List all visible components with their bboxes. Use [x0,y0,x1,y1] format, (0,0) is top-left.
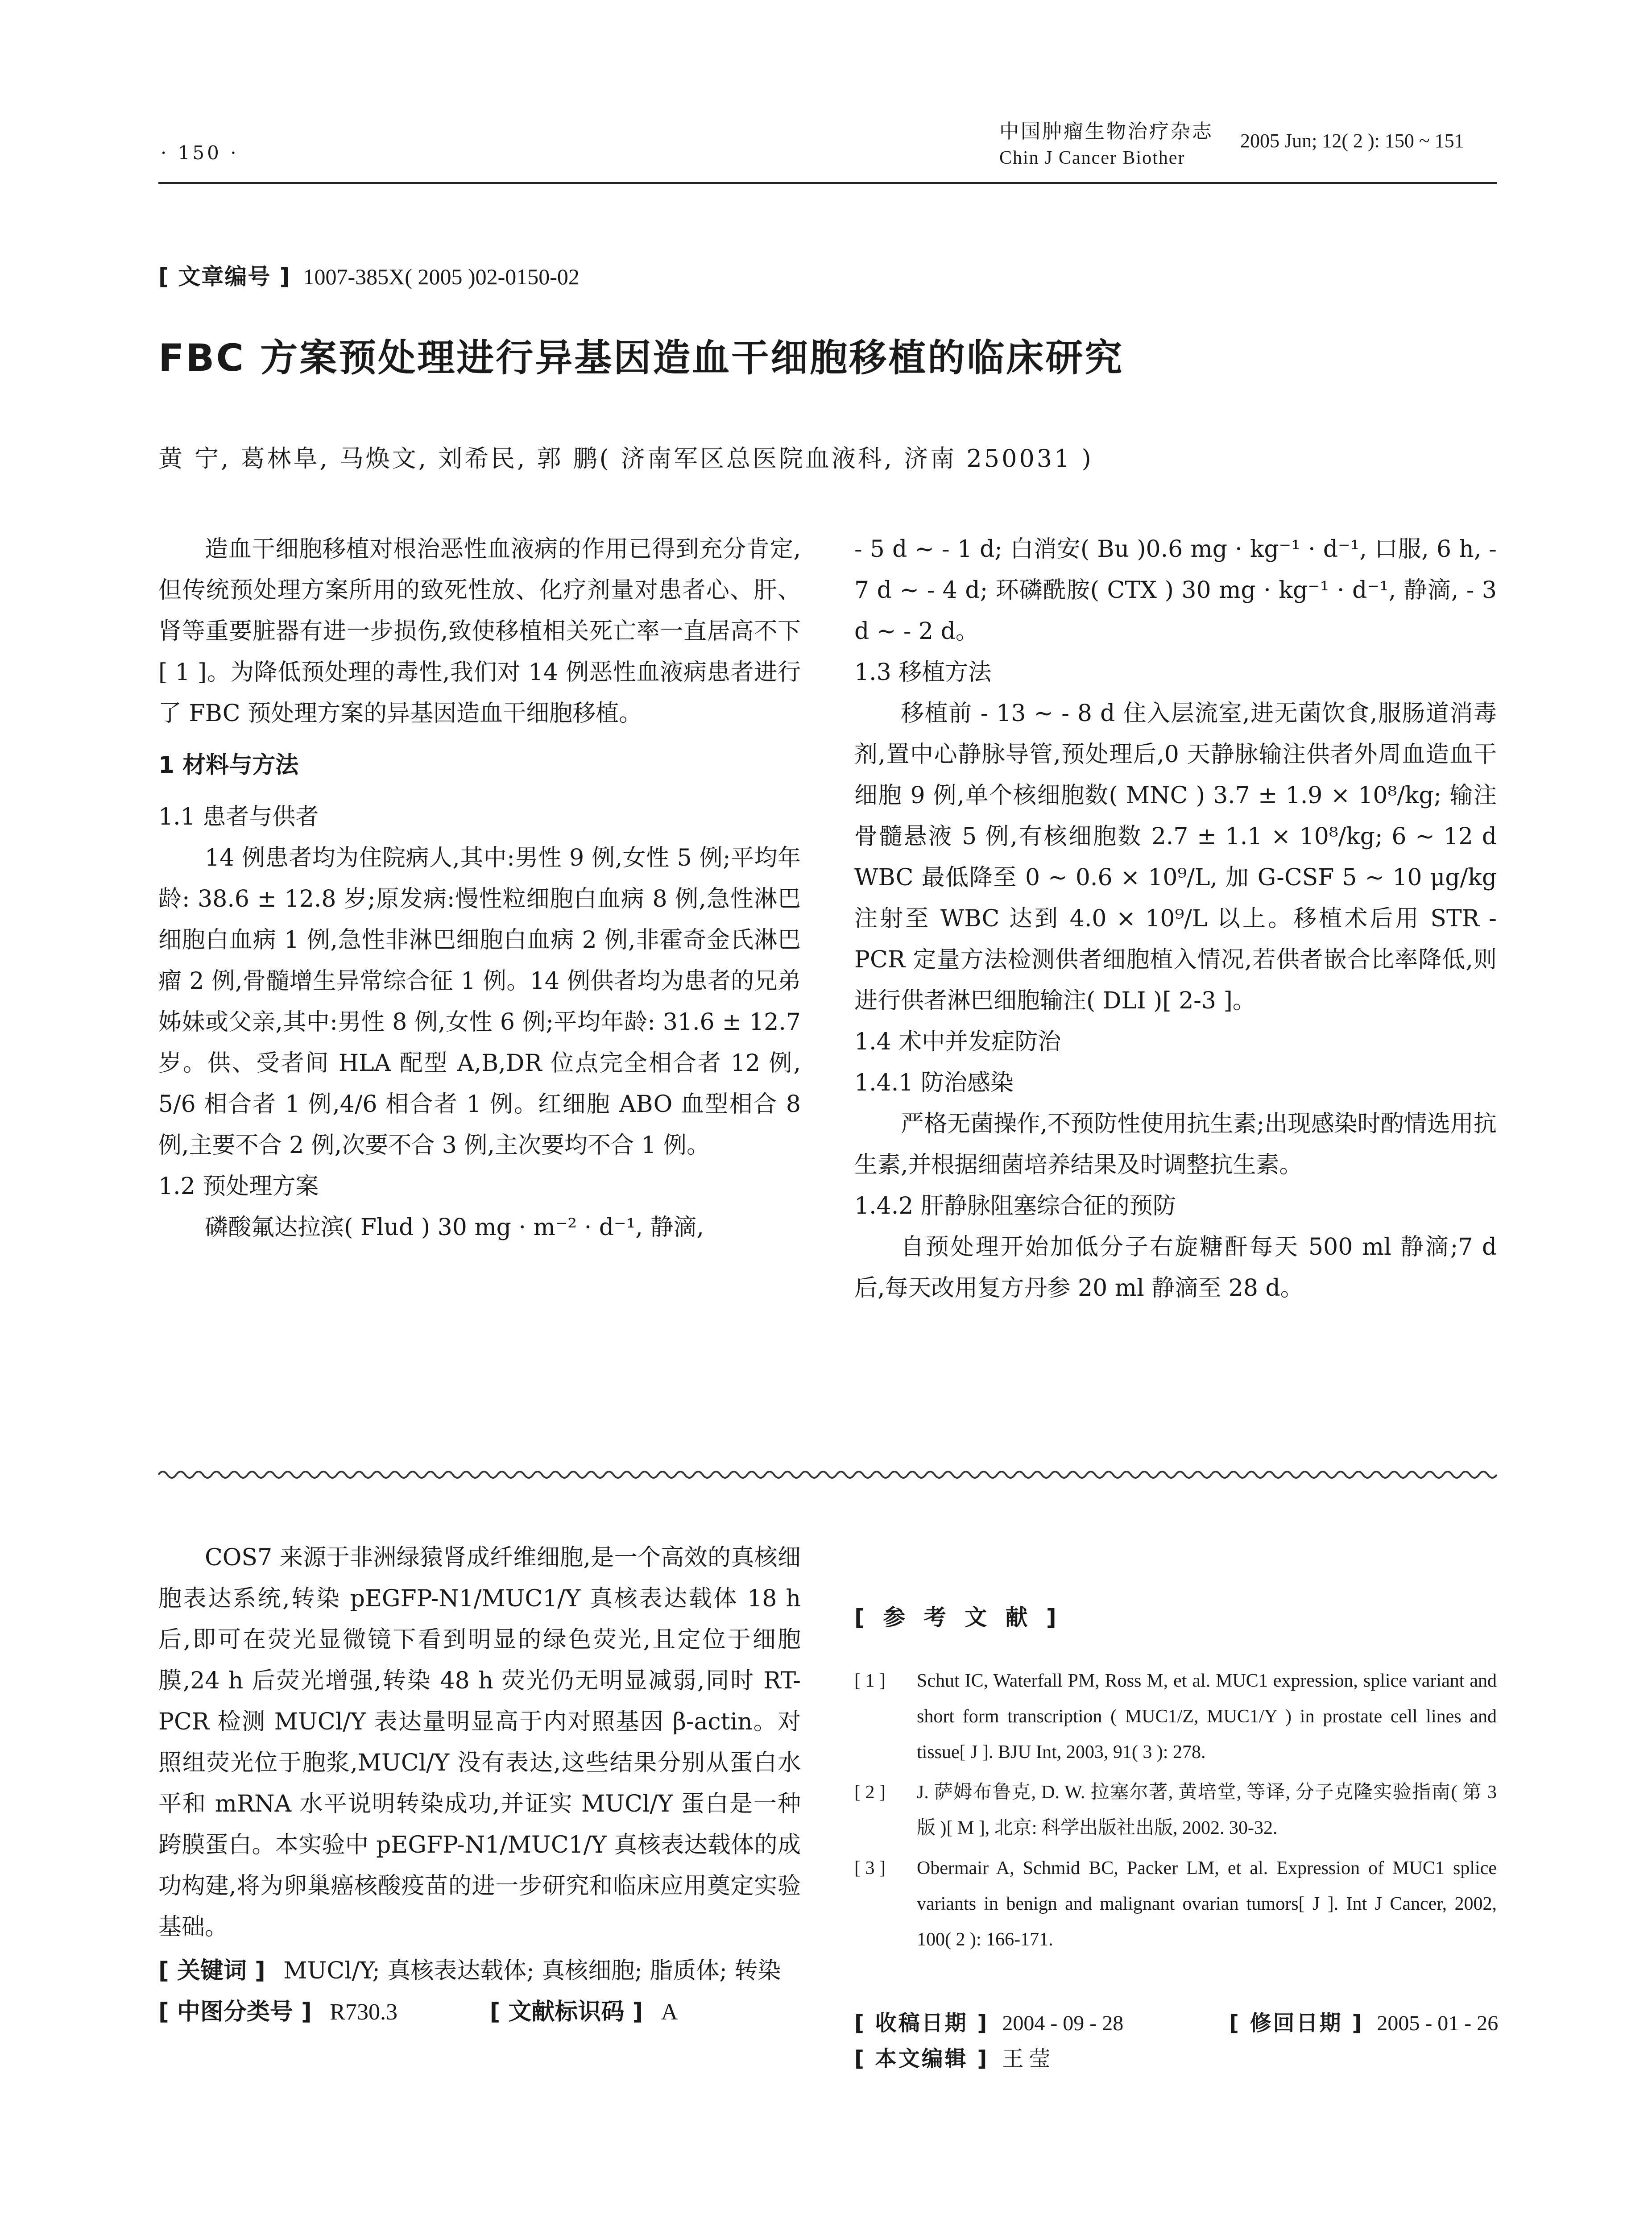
page-number: · 150 · [161,142,239,164]
editor-value: 王 莹 [1002,2047,1051,2071]
editor-line [854,2041,1050,2072]
paragraph-1-3: 移植前 - 13 ~ - 8 d 住入层流室,进无菌饮食,服肠道消毒剂,置中心静脉导管,预处理后,0 天静脉输注供者外周血造血干细胞 9 例,单个核细胞数( MNC ) 3.7 ± 1.9 × 10⁸/kg; 输注骨髓悬液 5 例,有核细胞数 2.7 ± 1.1 × 10⁸/kg; 6 ~ 12 d WBC 最低降至 0 ~ 0.6 × 10⁹/L, 加 G-CSF 5 ~ 10 μg/kg 注射至 WBC 达到 4.0 × 10⁹/L 以上。移植术后用 STR - PCR 定量方法检测供者细胞植入情况,若供者嵌合比率降低,则进行供者淋巴细胞输注( DLI )[ 2-3 ]。 [854,700,1497,1014]
article-id-label: [ 文章编号 ] [158,264,291,290]
subsection-heading-1-3: 1.3 移植方法 [854,659,992,686]
references-section [854,1600,1497,1962]
keywords-value: MUCl/Y; 真核表达载体; 真核细胞; 脂质体; 转染 [283,1957,781,1984]
doc-code-value: A [661,1999,678,2025]
doc-code-label: [ 文献标识码 ] [489,1999,643,2025]
cos7-paragraph: COS7 来源于非洲绿猿肾成纤维细胞,是一个高效的真核细胞表达系统,转染 pEGFP-N1/MUC1/Y 真核表达载体 18 h 后,即可在荧光显微镜下看到明显的绿色荧光,且定位于细胞膜,24 h 后荧光增强,转染 48 h 荧光仍无明显减弱,同时 RT-PCR 检测 MUCl/Y 表达量明显高于内对照基因 β-actin。对照组荧光位于胞浆,MUCl/Y 没有表达,这些结果分别从蛋白水平和 mRNA 水平说明转染成功,并证实 MUCl/Y 蛋白是一种跨膜蛋白。本实验中 pEGFP-N1/MUC1/Y 真核表达载体的成功构建,将为卵巢癌核酸疫苗的进一步研究和临床应用奠定实验基础。 [158,1544,801,1941]
article-title: FBC 方案预处理进行异基因造血干细胞移植的临床研究 [158,336,1124,380]
lower-left-column [158,1537,801,2033]
subsection-heading-1-2: 1.2 预处理方案 [158,1173,319,1200]
journal-name-cn: 中国肿瘤生物治疗杂志 [999,120,1213,143]
revised-label: [ 修回日期 ] [1229,2011,1364,2036]
subsection-heading-1-4-1: 1.4.1 防治感染 [854,1070,1014,1096]
reference-item [854,1663,1497,1770]
reference-text: J. 萨姆布鲁克, D. W. 拉塞尔著, 黄培堂, 等译, 分子克隆实验指南( 第 3 版 )[ M ], 北京: 科学出版社出版, 2002. 30-32. [917,1782,1497,1838]
paragraph-1-4-1: 严格无菌操作,不预防性使用抗生素;出现感染时酌情选用抗生素,并根据细菌培养结果及时调整抗生素。 [854,1111,1497,1178]
keywords-line [158,1950,801,1991]
received-label: [ 收稿日期 ] [854,2011,989,2036]
references-heading: [ 参 考 文 献 ] [854,1605,1062,1630]
intro-paragraph: 造血干细胞移植对根治恶性血液病的作用已得到充分肯定,但传统预处理方案所用的致死性放、化疗剂量对患者心、肝、肾等重要脏器有进一步损伤,致使移植相关死亡率一直居高不下[ 1 ]。为降低预处理的毒性,我们对 14 例恶性血液病患者进行了 FBC 预处理方案的异基因造血干细胞移植。 [158,536,801,727]
keywords-label: [ 关键词 ] [158,1957,265,1984]
editor-label: [ 本文编辑 ] [854,2046,989,2071]
paragraph-1-4-2: 自预处理开始加低分子右旋糖酐每天 500 ml 静滴;7 d 后,每天改用复方丹参 20 ml 静滴至 28 d。 [854,1234,1497,1302]
reference-number: [ 3 ] [854,1858,886,1879]
revised-value: 2005 - 01 - 26 [1377,2011,1499,2035]
wavy-divider [158,1466,1497,1484]
journal-name-en: Chin J Cancer Biother [999,148,1185,168]
reference-item [854,1850,1497,1957]
reference-number: [ 2 ] [854,1782,886,1803]
received-value: 2004 - 09 - 28 [1002,2011,1124,2035]
article-id-value: 1007-385X( 2005 )02-0150-02 [303,264,580,289]
right-column [854,529,1497,1309]
paragraph-1-2-continued: - 5 d ~ - 1 d; 白消安( Bu )0.6 mg · kg⁻¹ · d⁻¹, 口服, 6 h, - 7 d ~ - 4 d; 环磷酰胺( CTX ) 30 mg · kg⁻¹ · d⁻¹, 静滴, - 3 d ~ - 2 d。 [854,536,1497,645]
clc-label: [ 中图分类号 ] [158,1999,312,2025]
subsection-heading-1-4-2: 1.4.2 肝静脉阻塞综合征的预防 [854,1193,1176,1219]
authors-line: 黄 宁, 葛林阜, 马焕文, 刘希民, 郭 鹏( 济南军区总医院血液科, 济南 250031 ) [158,444,1093,473]
paragraph-1-2: 磷酸氟达拉滨( Flud ) 30 mg · m⁻² · d⁻¹, 静滴, [205,1214,704,1241]
left-column [158,529,801,1248]
section-heading-methods: 1 材料与方法 [158,752,299,779]
journal-issue: 2005 Jun; 12( 2 ): 150 ~ 151 [1240,130,1464,152]
paragraph-1-1: 14 例患者均为住院病人,其中:男性 9 例,女性 5 例;平均年龄: 38.6 ± 12.8 岁;原发病:慢性粒细胞白血病 8 例,急性淋巴细胞白血病 1 例,急性非淋巴细胞白血病 2 例,非霍奇金氏淋巴瘤 2 例,骨髓增生异常综合征 1 例。14 例供者均为患者的兄弟姊妹或父亲,其中:男性 8 例,女性 6 例;平均年龄: 31.6 ± 12.7 岁。供、受者间 HLA 配型 A,B,DR 位点完全相合者 12 例, 5/6 相合者 1 例,4/6 相合者 1 例。红细胞 ABO 血型相合 8 例,主要不合 2 例,次要不合 3 例,主次要均不合 1 例。 [158,845,801,1159]
revised-date-line [1229,2006,1498,2036]
article-id-line [158,259,580,291]
subsection-heading-1-1: 1.1 患者与供者 [158,804,319,830]
reference-text: Schut IC, Waterfall PM, Ross M, et al. MUC1 expression, splice variant and short form transcription ( MUC1/Z, MUC1/Y ) in prostate cell lines and tissue[ J ]. BJU Int, 2003, 91( 3 ): 278. [917,1671,1497,1762]
subsection-heading-1-4: 1.4 术中并发症防治 [854,1028,1061,1055]
reference-item [854,1775,1497,1846]
received-date-line [854,2006,1123,2036]
reference-text: Obermair A, Schmid BC, Packer LM, et al. Expression of MUC1 splice variants in benign and malignant ovarian tumors[ J ]. Int J Cancer, 2002, 100( 2 ): 166-171. [917,1858,1497,1950]
reference-number: [ 1 ] [854,1671,886,1691]
classification-line [158,1991,801,2033]
header-rule [158,182,1497,184]
references-list [854,1663,1497,1957]
clc-value: R730.3 [330,1999,397,2025]
